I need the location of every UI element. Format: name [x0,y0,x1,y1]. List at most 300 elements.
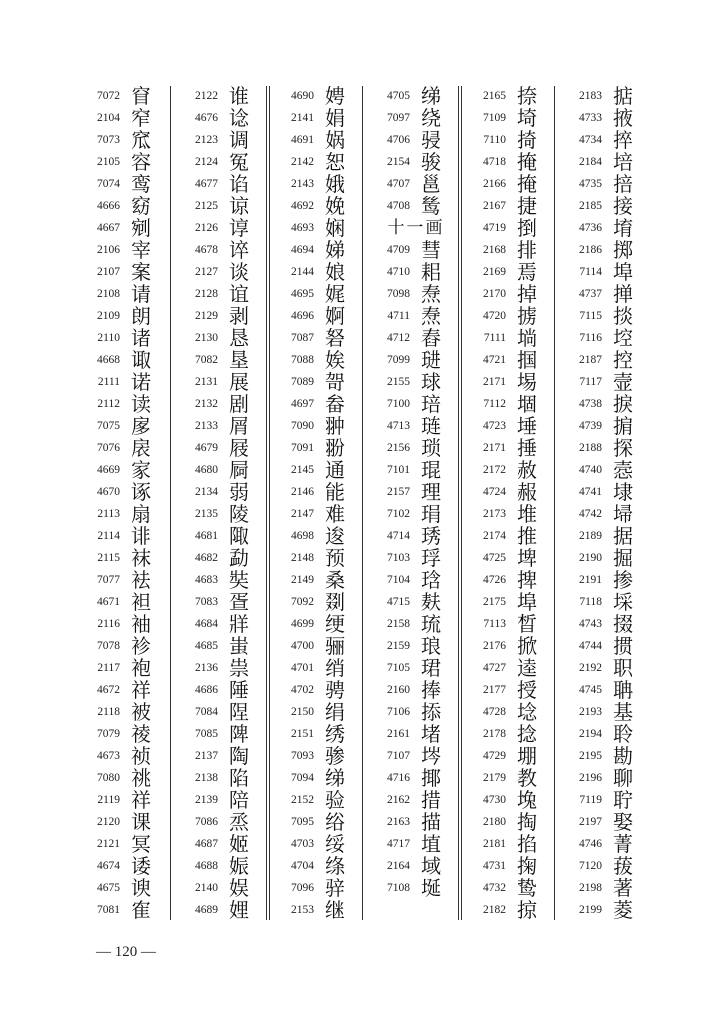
character-code: 7082 [195,354,218,366]
character-entry [182,766,266,790]
character-entry [566,480,650,504]
character-code: 4726 [483,574,506,586]
character-entry [566,590,650,614]
character-code: 2109 [97,310,120,322]
character-entry [374,414,458,438]
character-entry [566,106,650,130]
character-code: 4719 [483,222,506,234]
character-glyph: 绤 [325,810,345,834]
character-entry [278,216,362,240]
character-glyph: 掷 [613,238,633,262]
character-entry [278,238,362,262]
character-entry [374,436,458,460]
character-entry [278,392,362,416]
character-code: 4737 [579,288,602,300]
character-glyph: 骖 [325,744,345,768]
character-code: 2106 [97,244,120,256]
character-entry [470,216,554,240]
character-glyph: 堍 [517,788,537,812]
character-code: 4683 [195,574,218,586]
character-entry [278,150,362,174]
character-entry [278,832,362,856]
character-entry [374,370,458,394]
character-code: 4723 [483,420,506,432]
character-glyph: 基 [613,700,633,724]
character-glyph: 舂 [421,326,441,350]
character-glyph: 陬 [229,524,249,548]
character-entry [182,458,266,482]
character-code: 2158 [387,618,410,630]
character-entry [182,568,266,592]
character-glyph: 堵 [421,722,441,746]
character-entry [470,634,554,658]
character-code: 2153 [291,904,314,916]
character-code: 7119 [579,794,602,806]
character-glyph: 逵 [517,656,537,680]
character-glyph: 埤 [517,546,537,570]
character-entry [470,722,554,746]
character-glyph: 娶 [613,810,633,834]
character-entry [278,634,362,658]
character-code: 4689 [195,904,218,916]
character-glyph: 琣 [421,392,441,416]
character-entry [470,898,554,922]
character-code: 4712 [387,332,410,344]
character-entry [470,194,554,218]
character-glyph: 娠 [229,854,249,878]
character-glyph: 邕 [421,172,441,196]
character-entry [374,656,458,680]
character-glyph: 著 [613,876,633,900]
character-entry [566,150,650,174]
character-glyph: 琄 [421,502,441,526]
character-code: 4692 [291,200,314,212]
character-code: 2172 [483,464,506,476]
character-entry [278,260,362,284]
character-code: 4686 [195,684,218,696]
character-glyph: 谀 [131,876,151,900]
character-code: 2141 [291,112,314,124]
character-code: 2159 [387,640,410,652]
character-code: 4698 [291,530,314,542]
character-entry [470,106,554,130]
character-entry [470,260,554,284]
character-code: 2194 [579,728,602,740]
character-entry [566,678,650,702]
character-code: 2105 [97,156,120,168]
character-glyph: 聆 [613,722,633,746]
character-code: 2186 [579,244,602,256]
character-glyph: 剜 [131,216,151,240]
character-glyph: 案 [131,260,151,284]
character-code: 7086 [195,816,218,828]
character-glyph: 袍 [131,656,151,680]
character-glyph: 剥 [229,304,249,328]
character-code: 2189 [579,530,602,542]
character-code: 2112 [97,398,120,410]
character-code: 7074 [97,178,120,190]
character-glyph: 捻 [517,722,537,746]
character-entry [84,612,168,636]
character-entry [182,84,266,108]
character-entry [566,194,650,218]
character-code: 2183 [579,90,602,102]
character-code: 7112 [483,398,506,410]
character-code: 4666 [97,200,120,212]
character-code: 7077 [97,574,120,586]
character-entry [374,106,458,130]
character-code: 2149 [291,574,314,586]
character-code: 4739 [579,420,602,432]
character-glyph: 职 [613,656,633,680]
character-glyph: 隺 [131,898,151,922]
character-glyph: 推 [517,524,537,548]
character-entry [278,106,362,130]
character-glyph: 垦 [229,348,249,372]
character-glyph: 诸 [131,326,151,350]
character-entry [278,876,362,900]
character-glyph: 掠 [517,898,537,922]
character-glyph: 袒 [131,590,151,614]
character-code: 2150 [291,706,314,718]
character-glyph: 壸 [613,370,633,394]
character-code: 4670 [97,486,120,498]
character-entry [84,458,168,482]
character-entry [182,502,266,526]
character-code: 2146 [291,486,314,498]
character-glyph: 扅 [131,414,151,438]
character-entry [566,502,650,526]
character-entry [84,810,168,834]
character-code: 7073 [97,134,120,146]
character-glyph: 陷 [229,766,249,790]
character-entry [470,678,554,702]
character-glyph: 谆 [229,216,249,240]
character-entry [566,348,650,372]
character-code: 2127 [195,266,218,278]
character-code: 2128 [195,288,218,300]
character-glyph: 鸷 [517,876,537,900]
character-code: 7116 [579,332,602,344]
character-code: 2182 [483,904,506,916]
character-glyph: 排 [517,238,537,262]
character-code: 4704 [291,860,314,872]
character-glyph: 鸾 [131,172,151,196]
character-code: 2179 [483,772,506,784]
character-entry [84,282,168,306]
character-glyph: 祾 [131,722,151,746]
character-code: 2167 [483,200,506,212]
character-code: 7117 [579,376,602,388]
character-glyph: 接 [613,194,633,218]
character-entry [374,634,458,658]
character-code: 7118 [579,596,602,608]
character-entry [566,546,650,570]
character-entry [84,502,168,526]
character-entry [182,260,266,284]
character-entry [84,590,168,614]
character-glyph: 麸 [421,590,441,614]
character-code: 4694 [291,244,314,256]
character-glyph: 据 [613,524,633,548]
character-code: 4720 [483,310,506,322]
character-entry [278,436,362,460]
character-code: 2118 [97,706,120,718]
character-entry [470,546,554,570]
character-code: 4732 [483,882,506,894]
character-glyph: 冥 [131,832,151,856]
character-glyph: 埏 [421,876,441,900]
character-glyph: 捭 [517,568,537,592]
character-entry [84,128,168,152]
character-code: 4744 [579,640,602,652]
character-code: 7079 [97,728,120,740]
character-entry [84,524,168,548]
character-entry [470,744,554,768]
character-code: 4680 [195,464,218,476]
character-entry [278,546,362,570]
character-glyph: 娌 [229,898,249,922]
character-code: 2121 [97,838,120,850]
character-code: 4705 [387,90,410,102]
character-glyph: 陲 [229,678,249,702]
character-entry [182,876,266,900]
character-glyph: 掩 [517,172,537,196]
character-code: 4710 [387,266,410,278]
character-code: 2188 [579,442,602,454]
character-glyph: 教 [517,766,537,790]
character-code: 7095 [291,816,314,828]
character-glyph: 烝 [229,810,249,834]
column-divider-double [266,86,267,920]
character-entry [278,370,362,394]
character-glyph: 捷 [517,194,537,218]
character-code: 7085 [195,728,218,740]
character-code: 2117 [97,662,120,674]
character-code: 2166 [483,178,506,190]
character-code: 2187 [579,354,602,366]
column-divider [554,86,555,920]
character-entry [84,898,168,922]
character-glyph: 陵 [229,502,249,526]
character-code: 4725 [483,552,506,564]
character-glyph: 读 [131,392,151,416]
character-glyph: 宰 [131,238,151,262]
character-entry [84,84,168,108]
character-glyph: 疍 [229,590,249,614]
character-code: 2198 [579,882,602,894]
character-glyph: 掎 [517,128,537,152]
character-code: 2147 [291,508,314,520]
character-glyph: 绣 [325,722,345,746]
character-glyph: 继 [325,898,345,922]
character-entry [182,854,266,878]
character-entry [182,282,266,306]
character-glyph: 掸 [613,282,633,306]
character-entry [566,304,650,328]
character-glyph: 埵 [517,414,537,438]
character-entry [374,172,458,196]
character-glyph: 揶 [421,766,441,790]
character-code: 4697 [291,398,314,410]
character-entry [566,810,650,834]
character-code: 4715 [387,596,410,608]
character-code: 7114 [579,266,602,278]
character-glyph: 弱 [229,480,249,504]
character-glyph: 悫 [613,458,633,482]
character-entry [374,568,458,592]
character-code: 2157 [387,486,410,498]
character-code: 4730 [483,794,506,806]
character-entry [374,876,458,900]
character-glyph: 姬 [229,832,249,856]
column-divider [170,86,171,920]
character-glyph: 掀 [517,634,537,658]
character-glyph: 掳 [517,304,537,328]
character-code: 2178 [483,728,506,740]
character-glyph: 窄 [131,106,151,130]
character-entry [374,128,458,152]
character-code: 2162 [387,794,410,806]
character-code: 7115 [579,310,602,322]
character-glyph: 措 [421,788,441,812]
character-entry [566,612,650,636]
character-glyph: 陧 [229,700,249,724]
character-entry [566,436,650,460]
character-code: 2130 [195,332,218,344]
character-glyph: 陪 [229,788,249,812]
character-entry [470,480,554,504]
character-code: 2199 [579,904,602,916]
character-entry [182,216,266,240]
character-code: 4691 [291,134,314,146]
character-entry [470,436,554,460]
character-entry [470,414,554,438]
character-glyph: 琀 [421,568,441,592]
character-glyph: 通 [325,458,345,482]
character-entry [374,348,458,372]
character-glyph: 琐 [421,436,441,460]
character-code: 7105 [387,662,410,674]
character-entry [566,898,650,922]
character-code: 2125 [195,200,218,212]
character-glyph: 堉 [613,216,633,240]
character-glyph: 掭 [421,700,441,724]
character-entry [84,172,168,196]
character-glyph: 埫 [517,326,537,350]
character-code: 2135 [195,508,218,520]
character-code: 7083 [195,596,218,608]
character-entry [374,524,458,548]
character-glyph: 袪 [131,568,151,592]
character-glyph: 扇 [131,502,151,526]
character-entry [566,282,650,306]
character-code: 4708 [387,200,410,212]
character-code: 4668 [97,354,120,366]
character-code: 2123 [195,134,218,146]
character-glyph: 课 [131,810,151,834]
character-glyph: 捶 [517,436,537,460]
character-glyph: 探 [613,436,633,460]
character-code: 4731 [483,860,506,872]
character-code: 4742 [579,508,602,520]
character-glyph: 耜 [421,260,441,284]
character-glyph: 蚩 [229,634,249,658]
character-entry [84,106,168,130]
character-entry [182,788,266,812]
character-glyph: 恕 [325,150,345,174]
character-entry [182,194,266,218]
character-code: 4684 [195,618,218,630]
character-entry [182,128,266,152]
character-code: 7107 [387,750,410,762]
character-entry [84,700,168,724]
character-code: 2193 [579,706,602,718]
character-code: 2197 [579,816,602,828]
character-glyph: 屐 [229,436,249,460]
character-glyph: 谈 [229,260,249,284]
character-code: 2133 [195,420,218,432]
character-glyph: 被 [131,700,151,724]
character-code: 4690 [291,90,314,102]
character-entry [278,766,362,790]
character-code: 4721 [483,354,506,366]
character-entry [182,656,266,680]
character-code: 7096 [291,882,314,894]
character-entry [374,700,458,724]
character-code: 4716 [387,772,410,784]
character-code: 4667 [97,222,120,234]
character-glyph: 菁 [613,832,633,856]
character-entry [470,612,554,636]
character-glyph: 焘 [421,282,441,306]
character-code: 4699 [291,618,314,630]
character-code: 2113 [97,508,120,520]
character-entry [374,480,458,504]
character-glyph: 琉 [421,612,441,636]
character-entry [566,788,650,812]
character-entry [470,810,554,834]
character-entry [566,392,650,416]
character-glyph: 谇 [229,238,249,262]
character-entry [470,348,554,372]
character-glyph: 诺 [131,370,151,394]
character-glyph: 畚 [325,392,345,416]
character-entry [470,238,554,262]
character-entry [182,238,266,262]
character-glyph: 堋 [517,744,537,768]
character-code: 7120 [579,860,602,872]
character-glyph: 赧 [517,480,537,504]
character-glyph: 能 [325,480,345,504]
character-entry [278,524,362,548]
character-entry [278,810,362,834]
character-entry [470,832,554,856]
character-glyph: 绨 [421,84,441,108]
character-entry [374,766,458,790]
character-code: 4738 [579,398,602,410]
character-entry [566,832,650,856]
character-glyph: 掘 [613,546,633,570]
character-entry [84,392,168,416]
character-glyph: 珺 [421,656,441,680]
character-entry [278,656,362,680]
character-entry [182,524,266,548]
character-entry [470,84,554,108]
character-code: 4745 [579,684,602,696]
character-code: 7100 [387,398,410,410]
character-entry [566,722,650,746]
